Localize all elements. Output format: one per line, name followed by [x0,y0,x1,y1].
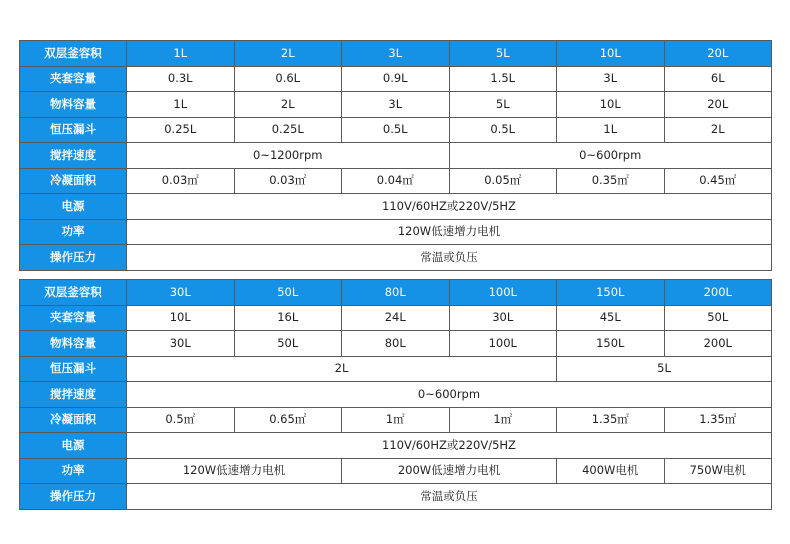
table-row [20,219,772,245]
table-row [20,245,772,271]
capacity-cell: 30L [127,280,235,306]
table-row [20,331,772,357]
table-cell: 0.25L [127,117,235,143]
capacity-cell: 5L [449,41,557,67]
table-cell: 1.35㎡ [664,407,772,433]
row-label: 双层釜容积 [20,41,127,67]
spec-table-small [19,40,772,271]
table-cell: 45L [557,305,665,331]
table-cell: 30L [127,331,235,357]
table-cell: 常温或负压 [127,484,772,510]
row-label: 电源 [20,194,127,220]
row-label: 电源 [20,433,127,459]
table-row [20,382,772,408]
table-cell: 5L [557,356,772,382]
table-cell: 750W电机 [664,458,772,484]
capacity-cell: 3L [342,41,450,67]
capacity-cell: 100L [449,280,557,306]
table-cell: 50L [664,305,772,331]
table-row [20,41,772,67]
table-cell: 0.05㎡ [449,168,557,194]
table-cell: 0.03㎡ [234,168,342,194]
table-cell: 200W低速增力电机 [342,458,557,484]
table-cell: 1㎡ [342,407,450,433]
table-row [20,356,772,382]
table-cell: 110V/60HZ或220V/5HZ [127,194,772,220]
spec-table-large [19,279,772,510]
table-cell: 0.25L [234,117,342,143]
row-label: 功率 [20,458,127,484]
table-cell: 6L [664,66,772,92]
table-row [20,305,772,331]
table-cell: 0.04㎡ [342,168,450,194]
table-cell: 0.5L [449,117,557,143]
table-cell: 0.45㎡ [664,168,772,194]
row-label: 夹套容量 [20,66,127,92]
table-cell: 1.5L [449,66,557,92]
table-cell: 400W电机 [557,458,665,484]
table-cell: 50L [234,331,342,357]
table-cell: 20L [664,92,772,118]
row-label: 双层釜容积 [20,280,127,306]
table-cell: 2L [664,117,772,143]
capacity-cell: 20L [664,41,772,67]
capacity-cell: 10L [557,41,665,67]
table-row [20,484,772,510]
row-label: 物料容量 [20,92,127,118]
table-cell: 0~600rpm [449,143,772,169]
table-cell: 0.65㎡ [234,407,342,433]
row-label: 搅拌速度 [20,382,127,408]
table-cell: 0.9L [342,66,450,92]
row-label: 物料容量 [20,331,127,357]
table-row [20,117,772,143]
table-row [20,280,772,306]
table-cell: 200L [664,331,772,357]
table-cell: 1.35㎡ [557,407,665,433]
table-cell: 120W低速增力电机 [127,219,772,245]
capacity-cell: 150L [557,280,665,306]
row-label: 操作压力 [20,484,127,510]
table-cell: 1㎡ [449,407,557,433]
table-cell: 24L [342,305,450,331]
table-cell: 1L [557,117,665,143]
row-label: 恒压漏斗 [20,356,127,382]
capacity-cell: 1L [127,41,235,67]
row-label: 搅拌速度 [20,143,127,169]
table-row [20,407,772,433]
table-cell: 0~600rpm [127,382,772,408]
table-cell: 1L [127,92,235,118]
capacity-cell: 200L [664,280,772,306]
table-row [20,143,772,169]
row-label: 冷凝面积 [20,168,127,194]
table-row [20,433,772,459]
row-label: 恒压漏斗 [20,117,127,143]
table-cell: 0.5㎡ [127,407,235,433]
capacity-cell: 50L [234,280,342,306]
capacity-cell: 2L [234,41,342,67]
table-cell: 2L [234,92,342,118]
table-cell: 100L [449,331,557,357]
table-row [20,458,772,484]
row-label: 冷凝面积 [20,407,127,433]
table-cell: 120W低速增力电机 [127,458,342,484]
table-cell: 3L [557,66,665,92]
row-label: 操作压力 [20,245,127,271]
table-cell: 0.3L [127,66,235,92]
table-cell: 10L [557,92,665,118]
table-cell: 30L [449,305,557,331]
table-cell: 5L [449,92,557,118]
row-label: 功率 [20,219,127,245]
table-cell: 2L [127,356,557,382]
table-row [20,168,772,194]
table-cell: 3L [342,92,450,118]
capacity-cell: 80L [342,280,450,306]
table-cell: 10L [127,305,235,331]
table-cell: 110V/60HZ或220V/5HZ [127,433,772,459]
table-cell: 0.03㎡ [127,168,235,194]
table-cell: 150L [557,331,665,357]
table-cell: 16L [234,305,342,331]
table-row [20,66,772,92]
table-cell: 0.6L [234,66,342,92]
table-cell: 0~1200rpm [127,143,450,169]
table-cell: 0.5L [342,117,450,143]
table-cell: 80L [342,331,450,357]
row-label: 夹套容量 [20,305,127,331]
table-row [20,194,772,220]
table-cell: 常温或负压 [127,245,772,271]
table-row [20,92,772,118]
table-cell: 0.35㎡ [557,168,665,194]
